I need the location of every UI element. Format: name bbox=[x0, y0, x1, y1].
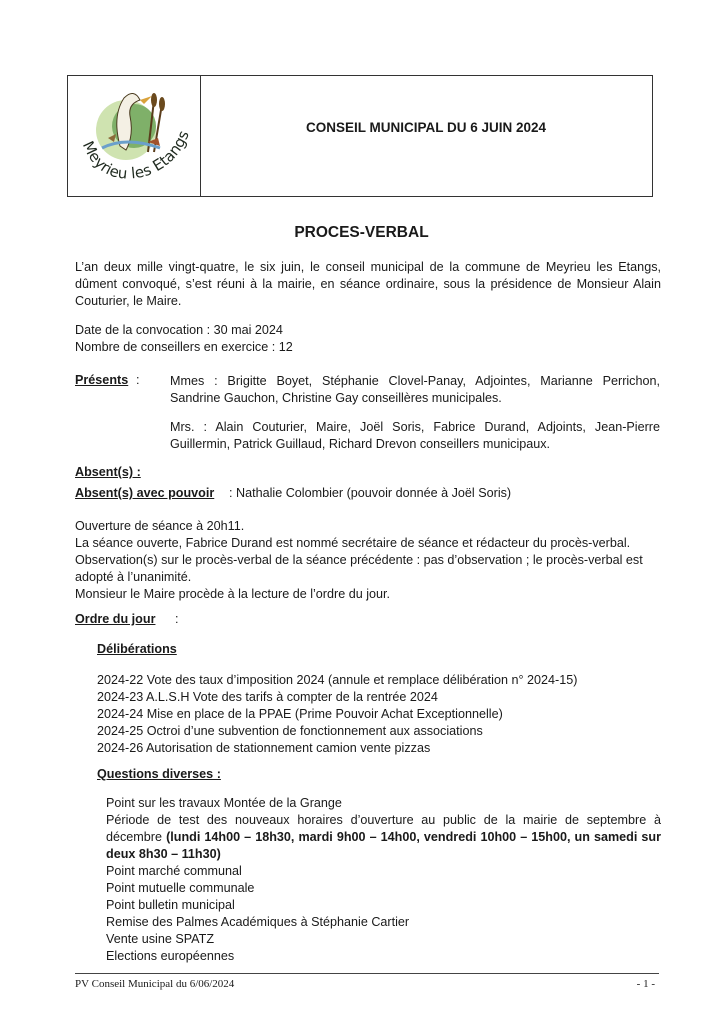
deliberation-item: 2024-24 Mise en place de la PPAE (Prime Pouvoir Achat Exceptionnelle) bbox=[97, 707, 503, 721]
deliberation-item: 2024-26 Autorisation de stationnement camion vente pizzas bbox=[97, 741, 431, 755]
absents-label: Absent(s) : bbox=[75, 465, 141, 479]
header-box bbox=[67, 75, 653, 197]
question-item: Elections européennes bbox=[106, 949, 235, 963]
page-number: - 1 - bbox=[636, 978, 655, 990]
absents-pouvoir-value: : Nathalie Colombier (pouvoir donnée à Joël Soris) bbox=[229, 486, 512, 500]
secretaire-line: La séance ouverte, Fabrice Durand est nommé secrétaire de séance et rédacteur du procès-verbal. bbox=[75, 536, 631, 550]
question-item: Remise des Palmes Académiques à Stéphanie Cartier bbox=[106, 915, 410, 929]
presents-mmes: Mmes : Brigitte Boyet, Stéphanie Clovel-Panay, Adjointes, Marianne Perrichon, Sandrine Gauchon, Christine Gay conseillères municipales. bbox=[170, 374, 660, 405]
deliberations-list bbox=[97, 672, 577, 757]
ordre-du-jour-colon: : bbox=[175, 612, 179, 626]
seance-block bbox=[75, 535, 661, 603]
deliberation-item: 2024-25 Octroi d’une subvention de fonctionnement aux associations bbox=[97, 724, 483, 738]
deliberation-item: 2024-22 Vote des taux d’imposition 2024 (annule et remplace délibération n° 2024-15) bbox=[97, 673, 578, 687]
question-item: Point marché communal bbox=[106, 864, 242, 878]
lecture-line: Monsieur le Maire procède à la lecture de l’ordre du jour. bbox=[75, 587, 391, 601]
questions-heading: Questions diverses : bbox=[97, 767, 221, 781]
convocation-date: Date de la convocation : 30 mai 2024 bbox=[75, 323, 283, 337]
ordre-du-jour-label: Ordre du jour bbox=[75, 612, 156, 626]
question-item: Point sur les travaux Montée de la Grange bbox=[106, 796, 342, 810]
presents-colon: : bbox=[136, 373, 140, 387]
convocation-block bbox=[75, 322, 293, 356]
observation-line: Observation(s) sur le procès-verbal de la séance précédente : pas d’observation ; le procès-verbal est adopté à l’unanimité. bbox=[75, 553, 643, 584]
deliberation-item: 2024-23 A.L.S.H Vote des tarifs à compter de la rentrée 2024 bbox=[97, 690, 438, 704]
presents-label: Présents bbox=[75, 373, 129, 387]
deliberations-heading: Délibérations bbox=[97, 642, 177, 656]
horaires-detail: (lundi 14h00 – 18h30, mardi 9h00 – 14h00, vendredi 10h00 – 15h00, un samedi sur deux 8h30 – 11h30) bbox=[106, 830, 662, 861]
header-title: CONSEIL MUNICIPAL DU 6 JUIN 2024 bbox=[305, 120, 547, 135]
ouverture-seance: Ouverture de séance à 20h11. bbox=[75, 519, 245, 533]
document-title: PROCES-VERBAL bbox=[294, 224, 429, 241]
commune-logo bbox=[68, 76, 200, 196]
horaires-text: Période de test des nouveaux horaires d’ouverture au public de la mairie de septembre à décembre bbox=[106, 813, 661, 844]
presents-mrs: Mrs. : Alain Couturier, Maire, Joël Soris, Fabrice Durand, Adjoints, Jean-Pierre Guillermin, Patrick Guillaud, Richard Drevon conseillers municipaux. bbox=[170, 420, 660, 451]
logo-cell bbox=[68, 76, 201, 196]
footer-document-label: PV Conseil Municipal du 6/06/2024 bbox=[75, 978, 235, 990]
absents-pouvoir-label: Absent(s) avec pouvoir bbox=[75, 486, 215, 500]
footer-divider bbox=[75, 973, 659, 974]
question-item: Vente usine SPATZ bbox=[106, 932, 215, 946]
question-horaires bbox=[106, 812, 661, 863]
question-item: Point mutuelle communale bbox=[106, 881, 255, 895]
intro-paragraph: L’an deux mille vingt-quatre, le six juin, le conseil municipal de la commune de Meyrieu les Etangs, dûment convoqué, s’est réuni à la mairie, en séance ordinaire, sous la présidence de Monsieur Alain Couturier, le Maire. bbox=[75, 260, 661, 308]
questions-list bbox=[106, 795, 661, 965]
logo-wordmark: Meyrieu les Etangs bbox=[78, 127, 193, 183]
question-item: Point bulletin municipal bbox=[106, 898, 235, 912]
conseillers-count: Nombre de conseillers en exercice : 12 bbox=[75, 340, 293, 354]
